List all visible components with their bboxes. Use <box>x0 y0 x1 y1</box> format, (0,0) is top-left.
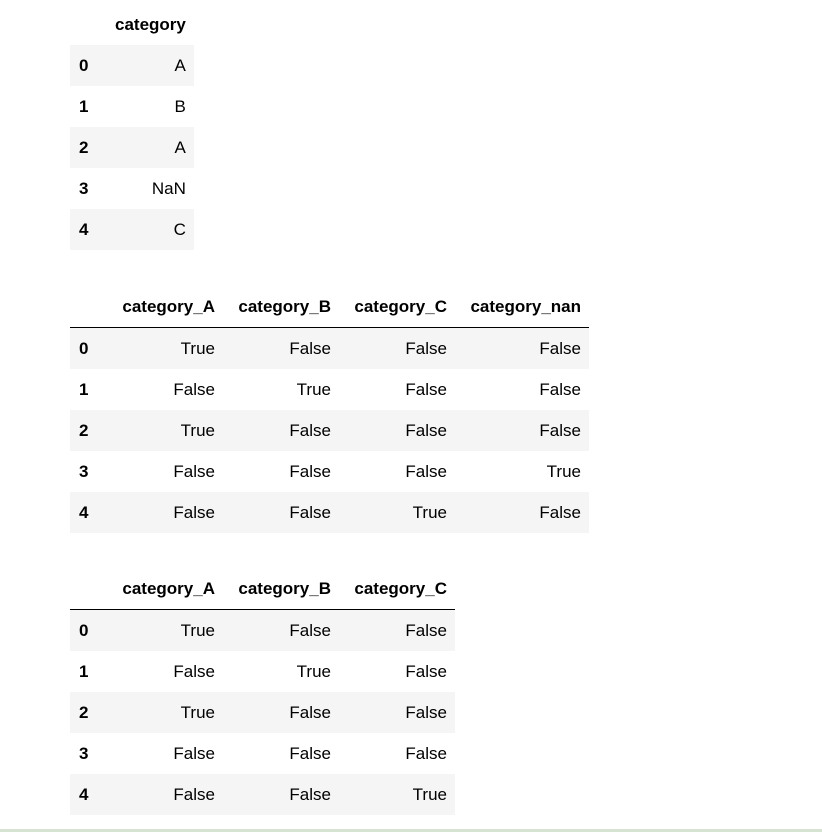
table-row <box>70 127 194 168</box>
column-header: category_C <box>354 297 447 316</box>
column-header: category_B <box>238 297 331 316</box>
table-row <box>70 492 589 533</box>
table-cell: False <box>173 462 215 481</box>
table-cell: False <box>539 339 581 358</box>
table-cell: False <box>289 621 331 640</box>
dataframe-table <box>70 4 194 250</box>
column-header: category <box>115 15 186 34</box>
table-cell: C <box>173 220 186 239</box>
table-cell: False <box>405 380 447 399</box>
table-row <box>70 774 455 815</box>
table-row <box>70 610 455 652</box>
row-index: 1 <box>79 97 89 116</box>
table-cell: True <box>296 380 331 399</box>
table-cell: False <box>173 785 215 804</box>
table-cell: False <box>289 703 331 722</box>
table-cell: False <box>405 462 447 481</box>
row-index: 3 <box>79 179 89 198</box>
table-cell: True <box>412 503 447 522</box>
table-cell: False <box>539 503 581 522</box>
table-cell: True <box>180 421 215 440</box>
row-index: 4 <box>79 220 89 239</box>
row-index: 4 <box>79 785 89 804</box>
table-cell: False <box>289 462 331 481</box>
table-cell: False <box>405 662 447 681</box>
table-row <box>70 451 589 492</box>
table-cell: False <box>405 621 447 640</box>
table-row <box>70 86 194 127</box>
row-index: 0 <box>79 56 89 75</box>
table-cell: False <box>405 421 447 440</box>
table-cell: NaN <box>151 179 186 198</box>
header-row <box>70 568 455 610</box>
dataframe-dummies-with-nan <box>70 286 589 533</box>
table-cell: False <box>173 380 215 399</box>
header-row <box>70 4 194 45</box>
table-row <box>70 328 589 370</box>
index-header <box>70 4 107 45</box>
dataframe-category <box>70 4 194 250</box>
dataframe-table <box>70 568 455 815</box>
table-cell: False <box>405 339 447 358</box>
table-cell: A <box>174 56 186 75</box>
table-cell: False <box>173 744 215 763</box>
table-cell: False <box>289 503 331 522</box>
column-header: category_C <box>354 579 447 598</box>
table-row <box>70 45 194 86</box>
table-cell: True <box>180 621 215 640</box>
table-row <box>70 692 455 733</box>
row-index: 2 <box>79 703 89 722</box>
table-row <box>70 168 194 209</box>
row-index: 0 <box>79 621 89 640</box>
table-row <box>70 651 455 692</box>
row-index: 0 <box>79 339 89 358</box>
table-cell: True <box>296 662 331 681</box>
table-cell: False <box>405 703 447 722</box>
row-index: 1 <box>79 380 89 399</box>
table-cell: True <box>546 462 581 481</box>
row-index: 2 <box>79 138 89 157</box>
table-cell: False <box>289 785 331 804</box>
index-header <box>70 286 107 328</box>
dataframe-dummies <box>70 568 455 815</box>
table-cell: True <box>412 785 447 804</box>
table-cell: False <box>289 744 331 763</box>
table-cell: False <box>539 421 581 440</box>
table-cell: False <box>405 744 447 763</box>
index-header <box>70 568 107 610</box>
table-cell: B <box>174 97 186 116</box>
row-index: 1 <box>79 662 89 681</box>
table-row <box>70 209 194 250</box>
row-index: 3 <box>79 744 89 763</box>
column-header: category_nan <box>470 297 581 316</box>
table-cell: False <box>539 380 581 399</box>
row-index: 3 <box>79 462 89 481</box>
column-header: category_A <box>122 297 215 316</box>
column-header: category_A <box>122 579 215 598</box>
table-cell: True <box>180 339 215 358</box>
table-cell: False <box>173 503 215 522</box>
table-row <box>70 410 589 451</box>
table-cell: False <box>289 339 331 358</box>
header-row <box>70 286 589 328</box>
table-row <box>70 733 455 774</box>
table-cell: False <box>173 662 215 681</box>
column-header: category_B <box>238 579 331 598</box>
dataframe-table <box>70 286 589 533</box>
table-row <box>70 369 589 410</box>
table-cell: True <box>180 703 215 722</box>
table-cell: False <box>289 421 331 440</box>
table-cell: A <box>174 138 186 157</box>
row-index: 4 <box>79 503 89 522</box>
row-index: 2 <box>79 421 89 440</box>
